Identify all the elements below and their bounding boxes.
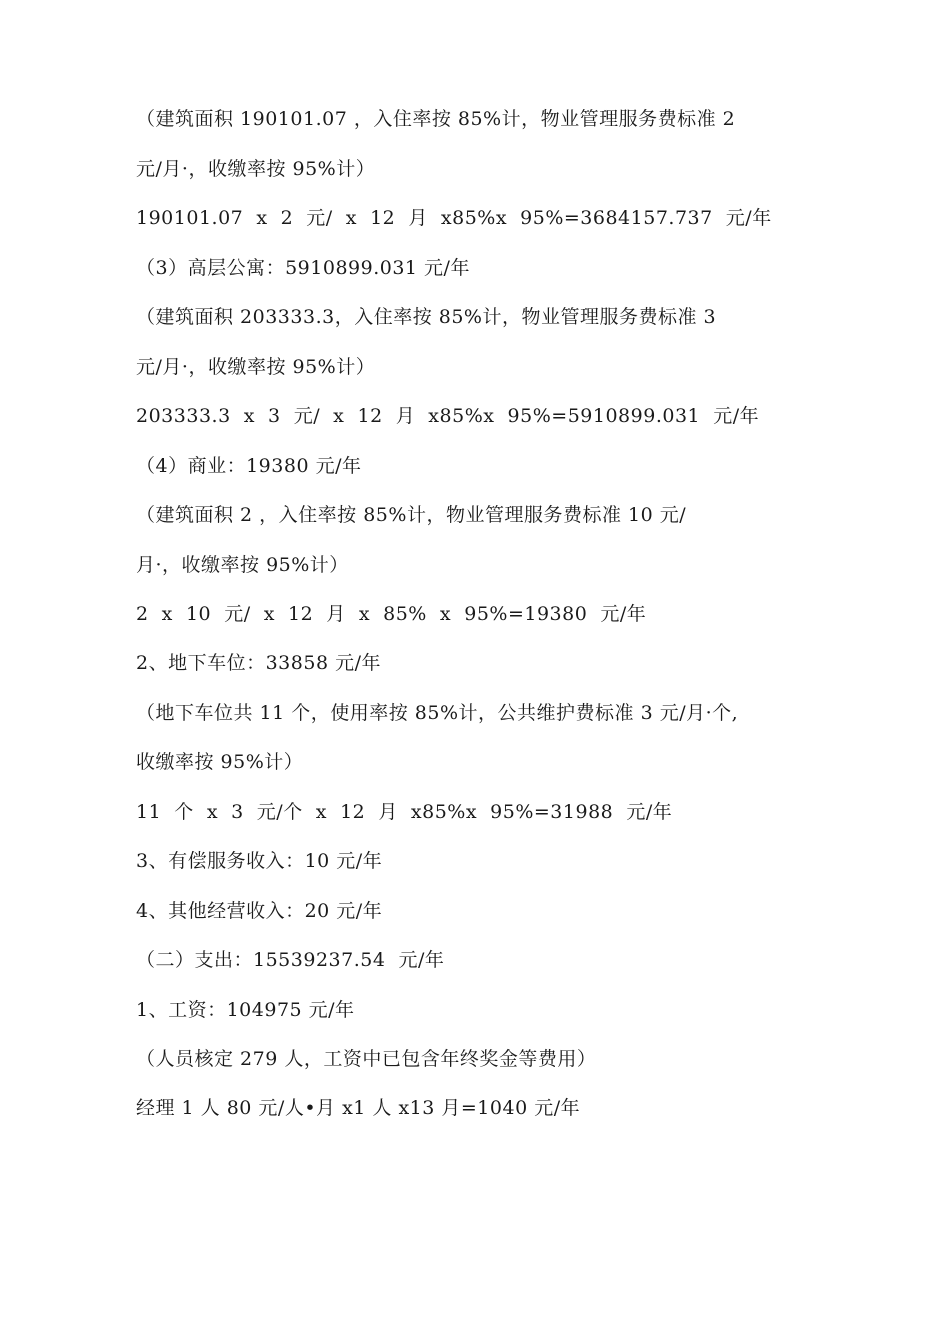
text-line: 203333.3 x 3 元/ x 12 月 x85%x 95%=5910899.031 元/年 xyxy=(136,405,760,427)
text-line: （4）商业：19380 元/年 xyxy=(136,455,362,477)
text-line: （建筑面积 2 ，入住率按 85%计，物业管理服务费标准 10 元/ xyxy=(136,504,687,526)
text-line: （地下车位共 11 个，使用率按 85%计，公共维护费标准 3 元/月·个, xyxy=(136,702,739,724)
text-line: （建筑面积 190101.07 ，入住率按 85%计，物业管理服务费标准 2 xyxy=(136,108,736,130)
text-line: 1、工资：104975 元/年 xyxy=(136,999,355,1021)
text-line: 2 x 10 元/ x 12 月 x 85% x 95%=19380 元/年 xyxy=(136,603,647,625)
text-line: 收缴率按 95%计） xyxy=(136,751,304,773)
text-line: 月·，收缴率按 95%计） xyxy=(136,554,349,576)
text-line: 经理 1 人 80 元/人•月 x1 人 x13 月=1040 元/年 xyxy=(136,1097,581,1119)
text-line: 4、其他经营收入：20 元/年 xyxy=(136,900,383,922)
text-line: 190101.07 x 2 元/ x 12 月 x85%x 95%=3684157.737 元/年 xyxy=(136,207,772,229)
text-line: 2、地下车位：33858 元/年 xyxy=(136,652,381,674)
text-line: （建筑面积 203333.3，入住率按 85%计，物业管理服务费标准 3 xyxy=(136,306,717,328)
text-line: （人员核定 279 人，工资中已包含年终奖金等费用） xyxy=(136,1048,597,1070)
text-line: 元/月·，收缴率按 95%计） xyxy=(136,158,376,180)
text-line: 3、有偿服务收入：10 元/年 xyxy=(136,850,383,872)
text-line: 11 个 x 3 元/个 x 12 月 x85%x 95%=31988 元/年 xyxy=(136,801,673,823)
text-line: （二）支出：15539237.54 元/年 xyxy=(136,949,445,971)
text-line: （3）高层公寓：5910899.031 元/年 xyxy=(136,257,470,279)
text-line: 元/月·，收缴率按 95%计） xyxy=(136,356,376,378)
